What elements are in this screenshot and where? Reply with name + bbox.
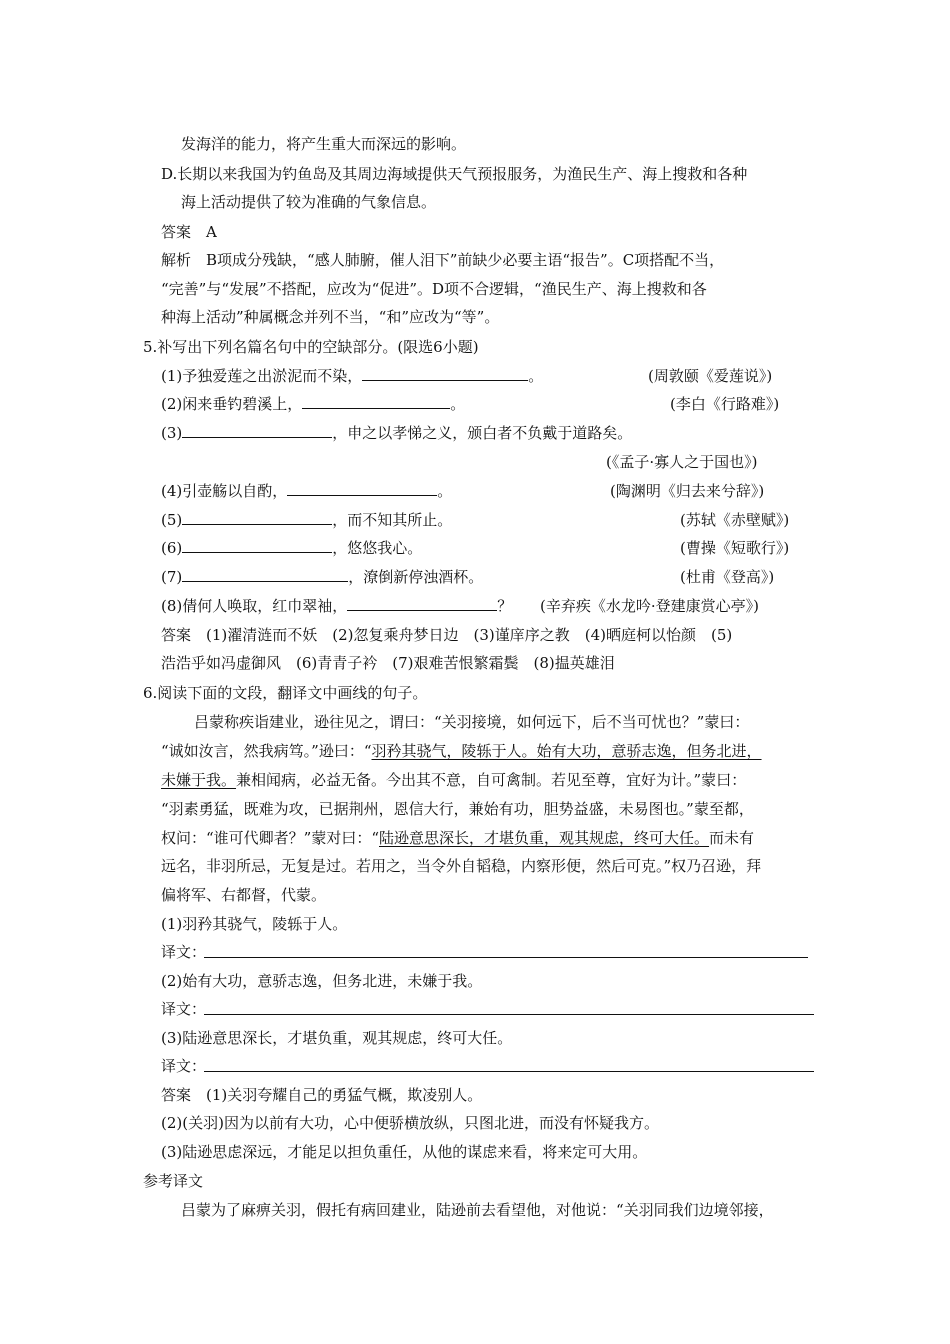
item-text: (6) bbox=[161, 539, 183, 557]
fill-blank bbox=[302, 394, 450, 409]
item-text: ，申之以孝悌之义，颁白者不负戴于道路矣。 bbox=[332, 424, 633, 442]
q5-item-2-source: (李白《行路难》) bbox=[670, 395, 780, 413]
item-text: (1)予独爱莲之出淤泥而不染， bbox=[161, 367, 363, 385]
q5-item-7-source: (杜甫《登高》) bbox=[680, 568, 775, 586]
item-text: 。 bbox=[450, 395, 466, 413]
passage-line7: 偏将军、右都督，代蒙。 bbox=[161, 886, 327, 904]
item-text: ？ bbox=[497, 597, 513, 615]
passage-text: 兼相闻病，必益无备。今出其不意，自可禽制。若见至尊，宜好为计。”蒙曰： bbox=[236, 771, 747, 789]
option-d-line2: 海上活动提供了较为准确的气象信息。 bbox=[181, 193, 437, 211]
q5-item-7 bbox=[161, 567, 483, 587]
sentence-3: (3)陆逊意思深长，才堪负重，观其规虑，终可大任。 bbox=[161, 1029, 513, 1047]
q5-title: 5.补写出下列名篇名句中的空缺部分。(限选6小题) bbox=[143, 338, 479, 356]
item-text: (8)倩何人唤取，红巾翠袖， bbox=[161, 597, 348, 615]
q5-item-4 bbox=[161, 481, 452, 501]
passage-line6: 远名，非羽所忌，无复是过。若用之，当令外自韬稳，内察形便，然后可克。”权乃召逊，拜 bbox=[161, 857, 762, 875]
reference-translation-line1: 吕蒙为了麻痹关羽，假托有病回建业，陆逊前去看望他，对他说：“关羽同我们边境邻接， bbox=[181, 1201, 774, 1219]
translation-line-2 bbox=[204, 1014, 814, 1015]
passage-text: “诚如汝言，然我病笃。”逊曰：“ bbox=[161, 742, 372, 760]
q4-analysis-line1: 解析 B项成分残缺，“感人肺腑，催人泪下”前缺少必要主语“报告”。C项搭配不当， bbox=[161, 251, 725, 269]
fill-blank bbox=[362, 366, 528, 381]
q6-title: 6.阅读下面的文段，翻译文中画线的句子。 bbox=[143, 684, 428, 702]
item-text: 。 bbox=[437, 482, 453, 500]
translation-label-2: 译文： bbox=[161, 1000, 207, 1018]
item-text: (4)引壶觞以自酌， bbox=[161, 482, 288, 500]
fill-blank bbox=[287, 481, 437, 496]
q6-answer-3: (3)陆逊思虑深远，才能足以担负重任，从他的谋虑来看，将来定可大用。 bbox=[161, 1143, 648, 1161]
item-text: (7) bbox=[161, 568, 183, 586]
item-text: ，悠悠我心。 bbox=[332, 539, 423, 557]
option-c-continuation: 发海洋的能力，将产生重大而深远的影响。 bbox=[181, 135, 467, 153]
q5-item-3-source: (《孟子·寡人之于国也》) bbox=[606, 453, 758, 471]
q5-item-4-source: (陶渊明《归去来兮辞》) bbox=[610, 482, 765, 500]
reference-translation-title: 参考译文 bbox=[143, 1172, 204, 1190]
passage-line3 bbox=[161, 770, 746, 790]
q5-item-1-source: (周敦颐《爱莲说》) bbox=[648, 367, 773, 385]
q5-item-5-source: (苏轼《赤壁赋》) bbox=[680, 511, 790, 529]
item-text: 。 bbox=[528, 367, 544, 385]
item-text: (3) bbox=[161, 424, 183, 442]
passage-line2 bbox=[161, 741, 762, 761]
item-text: (2)闲来垂钓碧溪上， bbox=[161, 395, 303, 413]
fill-blank bbox=[347, 596, 497, 611]
q4-answer: 答案 A bbox=[161, 223, 217, 241]
translation-line-1 bbox=[204, 957, 808, 958]
underlined-sentence: 羽矜其骁气，陵轹于人。始有大功，意骄志逸，但务北进， bbox=[371, 742, 762, 760]
fill-blank bbox=[182, 423, 332, 438]
item-text: (5) bbox=[161, 511, 183, 529]
q5-item-8-source: (辛弃疾《水龙吟·登建康赏心亭》) bbox=[540, 597, 759, 615]
fill-blank bbox=[182, 538, 332, 553]
passage-text: 而未有 bbox=[709, 829, 755, 847]
item-text: ，而不知其所止。 bbox=[332, 511, 453, 529]
q4-analysis-line3: 种海上活动”种属概念并列不当，“和”应改为“等”。 bbox=[161, 308, 500, 326]
underlined-sentence: 未嫌于我。 bbox=[161, 771, 237, 789]
sentence-2: (2)始有大功，意骄志逸，但务北进，未嫌于我。 bbox=[161, 972, 483, 990]
item-text: ，潦倒新停浊酒杯。 bbox=[348, 568, 484, 586]
passage-line4: “羽素勇猛，既难为攻，已据荆州，恩信大行，兼始有功，胆势益盛，未易图也。”蒙至都， bbox=[161, 800, 754, 818]
passage-line1: 吕蒙称疾诣建业，逊往见之，谓曰：“关羽接境，如何远下，后不当可忧也？”蒙曰： bbox=[194, 713, 750, 731]
passage-text: 权问：“谁可代卿者？”蒙对曰：“ bbox=[161, 829, 380, 847]
q5-answer-line1: 答案 (1)濯清涟而不妖 (2)忽复乘舟梦日边 (3)谨庠序之教 (4)晒庭柯以怡颜 (5) bbox=[161, 626, 733, 644]
sentence-1: (1)羽矜其骁气，陵轹于人。 bbox=[161, 915, 348, 933]
q5-item-6-source: (曹操《短歌行》) bbox=[680, 539, 790, 557]
q5-item-5 bbox=[161, 510, 452, 530]
q5-item-1 bbox=[161, 366, 543, 386]
q4-analysis-line2: “完善”与“发展”不搭配，应改为“促进”。D项不合逻辑，“渔民生产、海上搜救和各 bbox=[161, 280, 707, 298]
q6-answer-2: (2)(关羽)因为以前有大功，心中便骄横放纵，只图北进，而没有怀疑我方。 bbox=[161, 1114, 659, 1132]
translation-label-1: 译文： bbox=[161, 943, 207, 961]
underlined-sentence: 陆逊意思深长，才堪负重，观其规虑，终可大任。 bbox=[379, 829, 710, 847]
q5-answer-line2: 浩浩乎如冯虚御风 (6)青青子衿 (7)艰难苦恨繁霜鬓 (8)揾英雄泪 bbox=[161, 654, 615, 672]
q5-item-8 bbox=[161, 596, 512, 616]
option-d-line1: D.长期以来我国为钓鱼岛及其周边海域提供天气预报服务，为渔民生产、海上搜救和各种 bbox=[161, 165, 748, 183]
q5-item-2 bbox=[161, 394, 465, 414]
passage-line5 bbox=[161, 828, 754, 848]
translation-label-3: 译文： bbox=[161, 1057, 207, 1075]
q6-answer-1: 答案 (1)关羽夸耀自己的勇猛气概，欺凌别人。 bbox=[161, 1086, 483, 1104]
q5-item-6 bbox=[161, 538, 422, 558]
translation-line-3 bbox=[204, 1071, 814, 1072]
q5-item-3 bbox=[161, 423, 632, 443]
fill-blank bbox=[182, 567, 348, 582]
fill-blank bbox=[182, 510, 332, 525]
